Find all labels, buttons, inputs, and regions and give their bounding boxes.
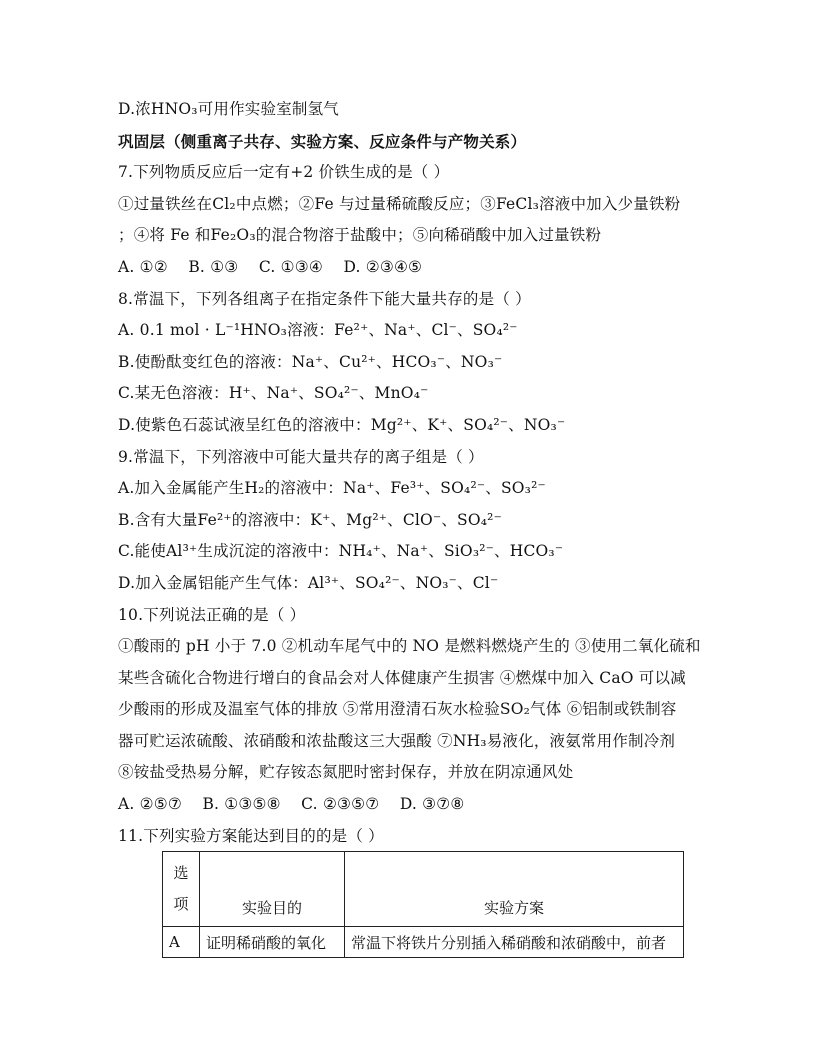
- header-option-top: 选: [173, 864, 189, 882]
- question-7-options: A. ①② B. ①③ C. ①③④ D. ②③④⑤: [118, 257, 423, 276]
- header-goal: 实验目的: [200, 852, 345, 927]
- question-9-option-b: B.含有大量Fe²⁺的溶液中：K⁺、Mg²⁺、ClO⁻、SO₄²⁻: [118, 510, 502, 529]
- experiment-table: [162, 851, 684, 958]
- section-heading: 巩固层（侧重离子共存、实验方案、反应条件与产物关系）: [118, 131, 527, 151]
- question-8-option-d: D.使紫色石蕊试液呈红色的溶液中：Mg²⁺、K⁺、SO₄²⁻、NO₃⁻: [118, 415, 566, 434]
- question-8-option-a: A. 0.1 mol · L⁻¹HNO₃溶液：Fe²⁺、Na⁺、Cl⁻、SO₄²⁻: [118, 321, 518, 340]
- question-10-statement-line-1: ①酸雨的 pH 小于 7.0 ②机动车尾气中的 NO 是燃料燃烧产生的 ③使用二氧化硫和: [118, 637, 701, 656]
- option-d-line: D.浓HNO₃可用作实验室制氢气: [118, 100, 340, 118]
- question-7-statement-1: ①过量铁丝在Cl₂中点燃；②Fe 与过量稀硫酸反应；③FeCl₃溶液中加入少量铁粉: [118, 194, 681, 213]
- question-10-stem: 10.下列说法正确的是（ ）: [118, 605, 306, 624]
- question-8-option-c: C.某无色溶液：H⁺、Na⁺、SO₄²⁻、MnO₄⁻: [118, 384, 429, 403]
- row-option: A: [163, 927, 200, 958]
- question-9-option-a: A.加入金属能产生H₂的溶液中：Na⁺、Fe³⁺、SO₄²⁻、SO₃²⁻: [118, 479, 546, 498]
- question-10-options: A. ②⑤⑦ B. ①③⑤⑧ C. ②③⑤⑦ D. ③⑦⑧: [118, 795, 465, 814]
- table-header-row: [163, 852, 684, 927]
- document-page: [118, 94, 708, 852]
- row-goal: 证明稀硝酸的氧化: [200, 927, 345, 958]
- question-9-option-c: C.能使Al³⁺生成沉淀的溶液中：NH₄⁺、Na⁺、SiO₃²⁻、HCO₃⁻: [118, 542, 564, 561]
- question-8-stem: 8.常温下，下列各组离子在指定条件下能大量共存的是（ ）: [118, 289, 531, 308]
- question-9-option-d: D.加入金属铝能产生气体：Al³⁺、SO₄²⁻、NO₃⁻、Cl⁻: [118, 573, 499, 592]
- question-8-option-b: B.使酚酞变红色的溶液：Na⁺、Cu²⁺、HCO₃⁻、NO₃⁻: [118, 352, 503, 371]
- question-7-statement-2: ；④将 Fe 和Fe₂O₃的混合物溶于盐酸中；⑤向稀硝酸中加入过量铁粉: [118, 226, 602, 245]
- header-option-bottom: 项: [173, 895, 189, 913]
- question-10-statement-line-3: 少酸雨的形成及温室气体的排放 ⑤常用澄清石灰水检验SO₂气体 ⑥铝制或铁制容: [118, 700, 677, 719]
- question-7-stem: 7.下列物质反应后一定有+2 价铁生成的是（ ）: [118, 163, 450, 182]
- header-option: [163, 852, 200, 927]
- question-10-statement-line-5: ⑧铵盐受热易分解，贮存铵态氮肥时密封保存，并放在阴凉通风处: [118, 763, 574, 782]
- header-plan: 实验方案: [345, 852, 684, 927]
- row-plan: 常温下将铁片分别插入稀硝酸和浓硝酸中，前者: [345, 927, 684, 958]
- question-11-stem: 11.下列实验方案能达到目的的是（ ）: [118, 826, 384, 845]
- table-row: [163, 927, 684, 958]
- question-10-statement-line-2: 某些含硫化合物进行增白的食品会对人体健康产生损害 ④燃煤中加入 CaO 可以减: [118, 668, 686, 687]
- question-9-stem: 9.常温下，下列溶液中可能大量共存的离子组是（ ）: [118, 447, 484, 466]
- question-10-statement-line-4: 器可贮运浓硫酸、浓硝酸和浓盐酸这三大强酸 ⑦NH₃易液化，液氨常用作制冷剂: [118, 731, 676, 750]
